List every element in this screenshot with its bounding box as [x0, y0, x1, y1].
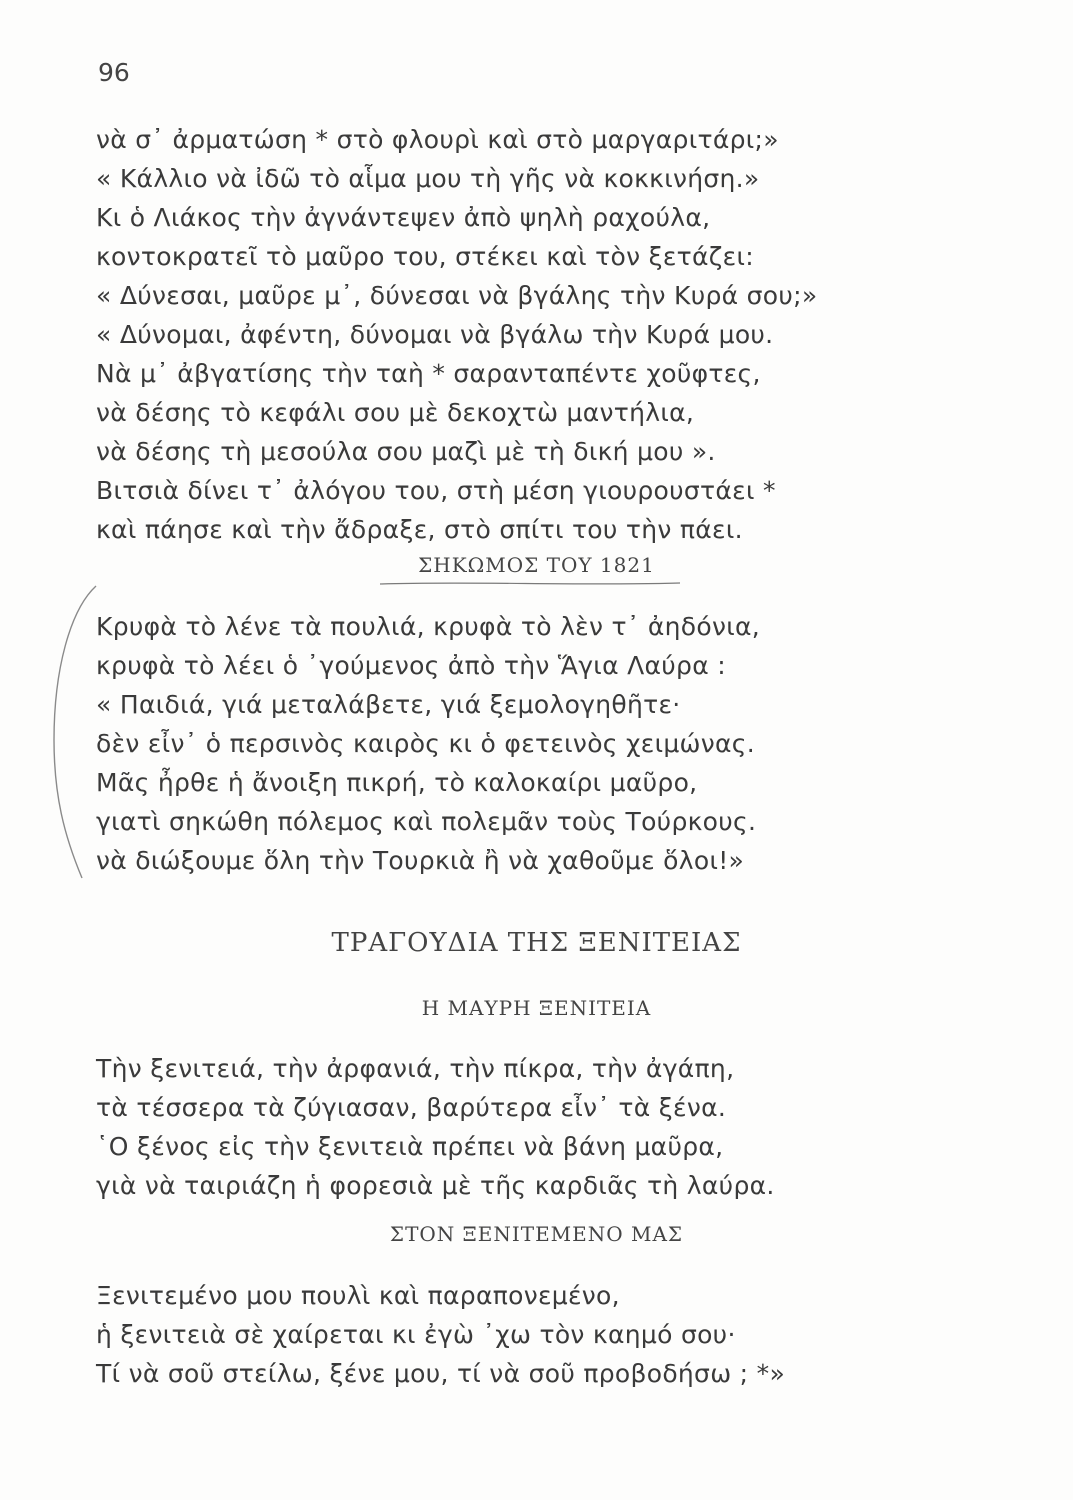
- verse-line: ῾Ο ξένος εἰς τὴν ξενιτειὰ πρέπει νὰ βάνη μαῦρα,: [96, 1132, 724, 1161]
- verse-line: νὰ διώξουμε ὅλη τὴν Τουρκιὰ ἢ νὰ χαθοῦμε ὅλοι!»: [96, 846, 745, 875]
- verse-line: Ξενιτεμένο μου πουλὶ καὶ παραπονεμένο,: [96, 1281, 620, 1310]
- verse-line: ἡ ξενιτειὰ σὲ χαίρεται κι ἐγὼ ᾽χω τὸν καημό σου·: [96, 1320, 736, 1349]
- verse-line: « Παιδιά, γιά μεταλάβετε, γιά ξεμολογηθῆτε·: [96, 690, 681, 719]
- verse-line: Κι ὁ Λιάκος τὴν ἀγνάντεψεν ἀπὸ ψηλὴ ραχούλα,: [96, 203, 711, 232]
- verse-line: δὲν εἶν᾽ ὁ περσινὸς καιρὸς κι ὁ φετεινὸς χειμώνας.: [96, 729, 756, 758]
- verse-line: κοντοκρατεῖ τὸ μαῦρο του, στέκει καὶ τὸν ξετάζει:: [96, 242, 754, 271]
- page-number: 96: [98, 58, 130, 87]
- poem-continuation: [96, 120, 817, 549]
- section-title-xeniteia: ΤΡΑΓΟΥΔΙΑ ΤΗΣ ΞΕΝΙΤΕΙΑΣ: [331, 928, 742, 958]
- verse-line: νὰ σ᾽ ἀρματώση * στὸ φλουρὶ καὶ στὸ μαργαριτάρι;»: [96, 125, 779, 154]
- verse-line: Μᾶς ἦρθε ἡ ἄνοιξη πικρή, τὸ καλοκαίρι μαῦρο,: [96, 768, 698, 797]
- verse-line: νὰ δέσης τὴ μεσούλα σου μαζὶ μὲ τὴ δική μου ».: [96, 437, 716, 466]
- verse-line: « Δύνομαι, ἀφέντη, δύνομαι νὰ βγάλω τὴν Κυρά μου.: [96, 320, 774, 349]
- verse-line: « Κάλλιο νὰ ἰδῶ τὸ αἷμα μου τὴ γῆς νὰ κοκκινήση.»: [96, 164, 760, 193]
- verse-line: Κρυφὰ τὸ λένε τὰ πουλιά, κρυφὰ τὸ λὲν τ᾽ ἀηδόνια,: [96, 612, 761, 641]
- verse-line: « Δύνεσαι, μαῦρε μ᾽, δύνεσαι νὰ βγάλης τὴν Κυρά σου;»: [96, 281, 818, 310]
- verse-line: καὶ πάησε καὶ τὴν ἄδραξε, στὸ σπίτι του τὴν πάει.: [96, 515, 743, 544]
- poem-title-mavri-xeniteia: Η ΜΑΥΡΗ ΞΕΝΙΤΕΙΑ: [421, 996, 652, 1020]
- poem-mavri-xeniteia: [96, 1049, 775, 1205]
- verse-line: νὰ δέσης τὸ κεφάλι σου μὲ δεκοχτὼ μαντήλια,: [96, 398, 695, 427]
- poem-title-ston-xenitemeno: ΣΤΟΝ ΞΕΝΙΤΕΜΕΝΟ ΜΑΣ: [389, 1222, 684, 1246]
- poem-sikomos: [96, 607, 760, 880]
- verse-line: Νὰ μ᾽ ἀβγατίσης τὴν ταὴ * σαρανταπέντε χοῦφτες,: [96, 359, 761, 388]
- poem-ston-xenitemeno: [96, 1276, 785, 1393]
- verse-line: τὰ τέσσερα τὰ ζύγιασαν, βαρύτερα εἶν᾽ τὰ ξένα.: [96, 1093, 727, 1122]
- verse-line: Τὴν ξενιτειά, τὴν ἀρφανιά, τὴν πίκρα, τὴν ἀγάπη,: [96, 1054, 735, 1083]
- title-underline: [380, 580, 700, 590]
- verse-line: Τί νὰ σοῦ στείλω, ξένε μου, τί νὰ σοῦ προβοδήσω ; *»: [96, 1359, 786, 1388]
- verse-line: γιὰ νὰ ταιριάζη ἡ φορεσιὰ μὲ τῆς καρδιᾶς τὴ λαύρα.: [96, 1171, 775, 1200]
- verse-line: γιατὶ σηκώθη πόλεμος καὶ πολεμᾶν τοὺς Τούρκους.: [96, 807, 757, 836]
- verse-line: Βιτσιὰ δίνει τ᾽ ἀλόγου του, στὴ μέση γιουρουστάει *: [96, 476, 776, 505]
- verse-line: κρυφὰ τὸ λέει ὁ ᾽γούμενος ἀπὸ τὴν Ἅγια Λαύρα :: [96, 651, 726, 680]
- poem-title-sikomos: ΣΗΚΩΜΟΣ ΤΟΥ 1821: [418, 553, 655, 577]
